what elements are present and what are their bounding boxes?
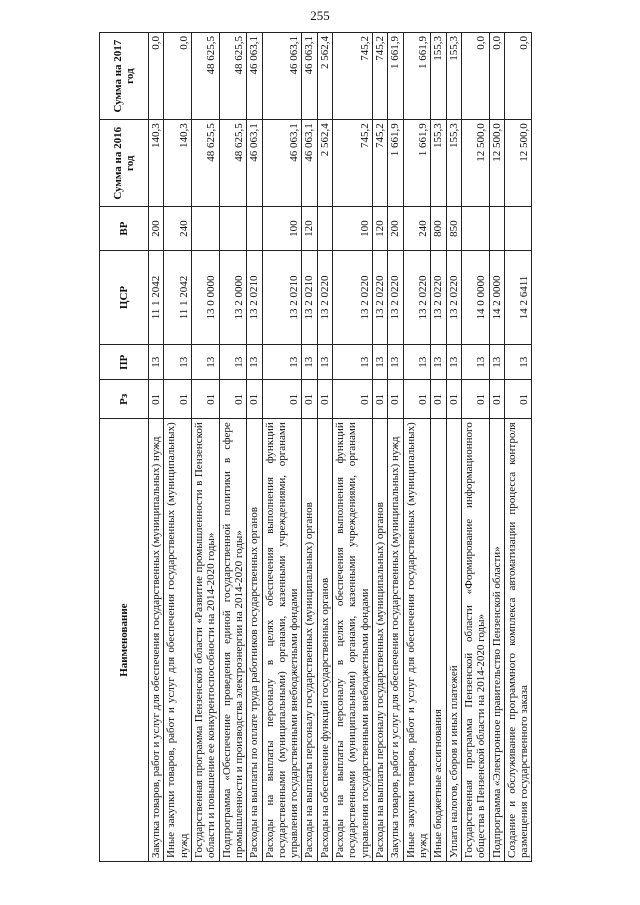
row-sum-2017-cell: 48 625,5 [191, 33, 219, 120]
row-name-cell: Расходы на обеспечение функций государственных органов [317, 419, 332, 862]
row-pr-cell: 13 [219, 345, 247, 380]
table-row [247, 33, 262, 862]
page-number: 255 [310, 8, 330, 23]
header-sum-2016: Сумма на 2016 год [100, 120, 149, 207]
row-sum-2016-cell: 48 625,5 [191, 120, 219, 207]
row-sum-2016-cell: 12 500,0 [489, 120, 504, 207]
row-sum-2017-cell: 46 063,1 [262, 33, 302, 120]
row-sum-2017-cell: 1 661,9 [403, 33, 431, 120]
row-name-cell: Закупка товаров, работ и услуг для обеспечения государственных (муниципальных) нужд [149, 419, 164, 862]
row-pr-cell: 13 [149, 345, 164, 380]
row-name-cell: Расходы на выплаты персоналу государственных (муниципальных) органов [373, 419, 388, 862]
row-sum-2017-cell: 1 661,9 [388, 33, 403, 120]
table-row [461, 33, 489, 862]
row-sum-2017-cell: 155,3 [431, 33, 446, 120]
table-row [504, 33, 532, 862]
row-rz-cell: 01 [373, 380, 388, 419]
row-rz-cell: 01 [149, 380, 164, 419]
row-pr-cell: 13 [164, 345, 192, 380]
row-csr-cell: 13 2 0210 [262, 250, 302, 344]
row-name-cell: Расходы на выплаты персоналу в целях обеспечения выполнения функций государственными (муниципальными) органами, казенными учреждениями, органами управления государственными внебюджетными фондами [333, 419, 373, 862]
row-rz-cell: 01 [431, 380, 446, 419]
row-name-cell: Создание и обслуживание программного комплекса автоматизации процесса контроля размещения государственного заказа [504, 419, 532, 862]
row-rz-cell: 01 [317, 380, 332, 419]
row-vr-cell [504, 207, 532, 251]
row-pr-cell: 13 [504, 345, 532, 380]
row-pr-cell: 13 [403, 345, 431, 380]
row-sum-2017-cell: 745,2 [373, 33, 388, 120]
row-vr-cell: 240 [403, 207, 431, 251]
row-rz-cell: 01 [333, 380, 373, 419]
row-sum-2017-cell: 0,0 [149, 33, 164, 120]
rotated-table-container [99, 32, 615, 862]
row-rz-cell: 01 [504, 380, 532, 419]
row-vr-cell [317, 207, 332, 251]
row-vr-cell: 120 [373, 207, 388, 251]
row-vr-cell: 850 [446, 207, 461, 251]
row-name-cell: Расходы на выплаты персоналу государственных (муниципальных) органов [302, 419, 317, 862]
row-rz-cell: 01 [489, 380, 504, 419]
row-name-cell: Иные бюджетные ассигнования [431, 419, 446, 862]
table-row [219, 33, 247, 862]
row-sum-2016-cell: 140,3 [149, 120, 164, 207]
row-name-cell: Уплата налогов, сборов и иных платежей [446, 419, 461, 862]
row-pr-cell: 13 [431, 345, 446, 380]
row-sum-2016-cell: 155,3 [431, 120, 446, 207]
table-row [403, 33, 431, 862]
row-vr-cell: 120 [302, 207, 317, 251]
table-row [446, 33, 461, 862]
row-pr-cell: 13 [247, 345, 262, 380]
table-row [431, 33, 446, 862]
header-csr: ЦСР [100, 250, 149, 344]
row-rz-cell: 01 [446, 380, 461, 419]
row-vr-cell [219, 207, 247, 251]
row-vr-cell: 200 [149, 207, 164, 251]
row-sum-2017-cell: 48 625,5 [219, 33, 247, 120]
row-rz-cell: 01 [219, 380, 247, 419]
row-name-cell: Иные закупки товаров, работ и услуг для обеспечения государственных (муниципальных) нужд [164, 419, 192, 862]
row-csr-cell: 13 2 0220 [333, 250, 373, 344]
row-name-cell: Подпрограмма «Электронное правительство Пензенской области» [489, 419, 504, 862]
row-sum-2017-cell: 0,0 [489, 33, 504, 120]
row-rz-cell: 01 [164, 380, 192, 419]
row-csr-cell: 13 2 0000 [219, 250, 247, 344]
table-row [149, 33, 164, 862]
header-row [100, 33, 149, 862]
row-csr-cell: 14 2 0000 [489, 250, 504, 344]
row-csr-cell: 13 0 0000 [191, 250, 219, 344]
table-row [262, 33, 302, 862]
row-sum-2016-cell: 155,3 [446, 120, 461, 207]
row-pr-cell: 13 [461, 345, 489, 380]
row-sum-2016-cell: 745,2 [333, 120, 373, 207]
row-csr-cell: 11 1 2042 [164, 250, 192, 344]
header-sum-2017: Сумма на 2017 год [100, 33, 149, 120]
row-name-cell: Закупка товаров, работ и услуг для обеспечения государственных (муниципальных) нужд [388, 419, 403, 862]
row-rz-cell: 01 [247, 380, 262, 419]
header-pr: ПР [100, 345, 149, 380]
row-sum-2016-cell: 46 063,1 [247, 120, 262, 207]
row-rz-cell: 01 [461, 380, 489, 419]
row-csr-cell: 13 2 0220 [446, 250, 461, 344]
row-rz-cell: 01 [388, 380, 403, 419]
table-row [164, 33, 192, 862]
row-rz-cell: 01 [403, 380, 431, 419]
budget-table [99, 32, 532, 862]
row-rz-cell: 01 [302, 380, 317, 419]
row-name-cell: Расходы на выплаты по оплате труда работников государственных органов [247, 419, 262, 862]
row-rz-cell: 01 [191, 380, 219, 419]
row-name-cell: Расходы на выплаты персоналу в целях обеспечения выполнения функций государственными (муниципальными) органами, казенными учреждениями, органами управления государственными внебюджетными фондами [262, 419, 302, 862]
row-pr-cell: 13 [446, 345, 461, 380]
table-row [388, 33, 403, 862]
row-name-cell: Иные закупки товаров, работ и услуг для обеспечения государственных (муниципальных) нужд [403, 419, 431, 862]
row-name-cell: Государственная программа Пензенской области «Формирование информационного общества в Пензенской области на 2014-2020 годы» [461, 419, 489, 862]
row-vr-cell [489, 207, 504, 251]
row-vr-cell [191, 207, 219, 251]
row-sum-2016-cell: 12 500,0 [461, 120, 489, 207]
row-vr-cell: 100 [262, 207, 302, 251]
row-vr-cell: 200 [388, 207, 403, 251]
row-csr-cell: 13 2 0220 [373, 250, 388, 344]
row-sum-2016-cell: 46 063,1 [262, 120, 302, 207]
row-pr-cell: 13 [262, 345, 302, 380]
row-pr-cell: 13 [317, 345, 332, 380]
row-csr-cell: 14 0 0000 [461, 250, 489, 344]
row-sum-2016-cell: 1 661,9 [403, 120, 431, 207]
table-row [302, 33, 317, 862]
row-csr-cell: 13 2 0220 [388, 250, 403, 344]
row-sum-2017-cell: 0,0 [461, 33, 489, 120]
row-csr-cell: 11 1 2042 [149, 250, 164, 344]
row-pr-cell: 13 [489, 345, 504, 380]
row-csr-cell: 13 2 0210 [302, 250, 317, 344]
table-row [191, 33, 219, 862]
row-sum-2017-cell: 0,0 [164, 33, 192, 120]
row-sum-2017-cell: 0,0 [504, 33, 532, 120]
row-name-cell: Подпрограмма «Обеспечение проведения единой государственной политики в сфере промышленности и производства электроэнергии на 2014-2020 годы» [219, 419, 247, 862]
row-pr-cell: 13 [191, 345, 219, 380]
header-name: Наименование [100, 419, 149, 862]
row-name-cell: Государственная программа Пензенской области «Развитие промышленности в Пензенской области и повышение ее конкурентоспособности на 2014-2020 годы» [191, 419, 219, 862]
row-vr-cell: 800 [431, 207, 446, 251]
table-row [489, 33, 504, 862]
row-sum-2017-cell: 46 063,1 [302, 33, 317, 120]
row-pr-cell: 13 [333, 345, 373, 380]
row-sum-2016-cell: 2 562,4 [317, 120, 332, 207]
row-vr-cell [247, 207, 262, 251]
row-pr-cell: 13 [302, 345, 317, 380]
table-row [373, 33, 388, 862]
row-sum-2017-cell: 46 063,1 [247, 33, 262, 120]
table-body [149, 33, 532, 862]
row-sum-2017-cell: 155,3 [446, 33, 461, 120]
row-csr-cell: 13 2 0210 [247, 250, 262, 344]
header-rz: Рз [100, 380, 149, 419]
row-sum-2016-cell: 46 063,1 [302, 120, 317, 207]
row-csr-cell: 13 2 0220 [431, 250, 446, 344]
table-row [333, 33, 373, 862]
row-sum-2016-cell: 745,2 [373, 120, 388, 207]
row-csr-cell: 13 2 0220 [317, 250, 332, 344]
row-vr-cell [461, 207, 489, 251]
row-csr-cell: 14 2 6411 [504, 250, 532, 344]
row-pr-cell: 13 [388, 345, 403, 380]
row-sum-2017-cell: 745,2 [333, 33, 373, 120]
header-vr: ВР [100, 207, 149, 251]
row-sum-2016-cell: 48 625,5 [219, 120, 247, 207]
row-pr-cell: 13 [373, 345, 388, 380]
row-sum-2016-cell: 140,3 [164, 120, 192, 207]
row-sum-2016-cell: 12 500,0 [504, 120, 532, 207]
table-row [317, 33, 332, 862]
row-rz-cell: 01 [262, 380, 302, 419]
row-vr-cell: 100 [333, 207, 373, 251]
row-sum-2017-cell: 2 562,4 [317, 33, 332, 120]
row-csr-cell: 13 2 0220 [403, 250, 431, 344]
row-sum-2016-cell: 1 661,9 [388, 120, 403, 207]
row-vr-cell: 240 [164, 207, 192, 251]
